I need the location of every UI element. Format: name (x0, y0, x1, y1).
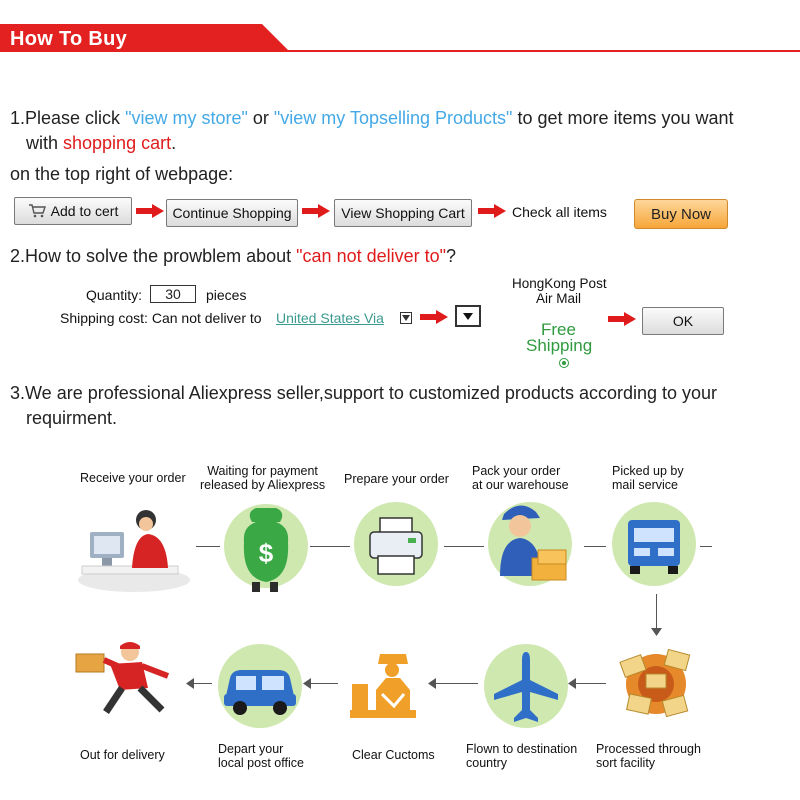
view-shopping-cart-button[interactable]: View Shopping Cart (334, 199, 472, 227)
flow-label-waiting (200, 464, 325, 492)
sort-facility-icon (608, 636, 704, 732)
step1-suffix: to get more items you want (512, 108, 734, 128)
step1-line2 (26, 133, 176, 154)
truck-icon (608, 498, 700, 590)
step2-line (10, 246, 456, 267)
flow-connector (196, 546, 220, 547)
free-label: Free (541, 320, 576, 339)
flow-label-receive: Receive your order (80, 471, 186, 485)
flow-label-processed (596, 742, 701, 770)
shipping-method-dropdown[interactable] (455, 305, 481, 327)
step2-prefix: 2.How to solve the prowblem about (10, 246, 297, 266)
page-title: How To Buy (10, 28, 128, 50)
step1-line1 (10, 108, 734, 129)
flow-label-waiting-1: Waiting for payment (207, 464, 318, 478)
flow-label-picked-2: mail service (612, 478, 678, 492)
flow-label-flown-2: country (466, 756, 507, 770)
flow-label-processed-1: Processed through (596, 742, 701, 756)
flow-connector (572, 683, 606, 684)
flow-label-depart-2: local post office (218, 756, 304, 770)
quantity-input[interactable]: 30 (150, 285, 196, 303)
flow-connector (432, 683, 478, 684)
arrow-icon (302, 204, 330, 218)
flow-connector (700, 546, 712, 547)
chevron-down-icon (463, 313, 473, 320)
flow-connector-vertical (656, 594, 657, 630)
shipping-via-link[interactable]: United States Via (276, 310, 384, 326)
arrow-left-icon (186, 678, 194, 689)
arrow-left-icon (568, 678, 576, 689)
step1-or: or (247, 108, 274, 128)
shipping-label: Shipping (526, 336, 593, 355)
arrow-icon (608, 312, 636, 326)
cart-icon (28, 204, 46, 218)
flow-label-waiting-2: released by Aliexpress (200, 478, 326, 492)
flow-label-prepare: Prepare your order (344, 472, 449, 486)
arrow-down-icon (651, 628, 662, 636)
step1-line2-prefix: with (26, 133, 64, 153)
flow-connector (444, 546, 484, 547)
shipping-cost-label: Shipping cost: Can not deliver to (60, 310, 262, 326)
flow-label-processed-2: sort facility (596, 756, 656, 770)
arrow-icon (478, 204, 506, 218)
hongkong-post-label: HongKong Post (512, 276, 607, 291)
flow-label-pack-1: Pack your order (472, 464, 561, 478)
arrow-left-icon (428, 678, 436, 689)
customs-officer-icon (346, 650, 430, 724)
shipping-dropdown[interactable] (400, 312, 412, 324)
shopping-cart-text: shopping cart (63, 133, 172, 153)
step1-line2-suffix: . (171, 133, 177, 153)
pieces-label: pieces (206, 287, 247, 303)
can-not-deliver-text: "can not deliver to" (296, 246, 447, 266)
airplane-icon (480, 638, 572, 734)
flow-label-flown (466, 742, 577, 770)
add-to-cart-button[interactable] (14, 197, 132, 225)
printer-icon (352, 498, 440, 588)
ok-button[interactable]: OK (642, 307, 724, 335)
flow-label-picked (612, 464, 684, 492)
chevron-down-icon (402, 315, 410, 321)
flow-connector (584, 546, 606, 547)
flow-label-picked-1: Picked up by (612, 464, 684, 478)
step1-line3: on the top right of webpage: (10, 164, 234, 184)
step3-line2: requirment. (26, 408, 118, 428)
delivery-runner-icon (70, 640, 190, 728)
buy-now-button[interactable]: Buy Now (634, 199, 728, 229)
arrow-icon (136, 204, 164, 218)
radio-dot (562, 361, 566, 365)
receive-order-icon (72, 502, 192, 594)
money-bag-icon (222, 498, 310, 594)
check-all-items-text: Check all items (512, 204, 607, 220)
step2-suffix: ? (446, 246, 457, 266)
flow-label-out: Out for delivery (80, 748, 165, 762)
air-mail-label: Air Mail (536, 291, 582, 306)
flow-label-flown-1: Flown to destination (466, 742, 578, 756)
continue-shopping-button[interactable]: Continue Shopping (166, 199, 298, 227)
add-to-cart-label: Add to cert (50, 203, 119, 219)
car-icon (214, 640, 306, 732)
view-my-store-link[interactable]: "view my store" (125, 108, 248, 128)
quantity-label: Quantity: (86, 287, 143, 303)
flow-label-clear: Clear Cuctoms (352, 748, 435, 762)
topselling-products-link[interactable]: "view my Topselling Products" (273, 108, 513, 128)
svg-text:$: $ (258, 538, 274, 568)
flow-label-depart (218, 742, 304, 770)
arrow-left-icon (303, 678, 311, 689)
arrow-icon (420, 310, 448, 324)
flow-label-pack (472, 464, 569, 492)
flow-connector (310, 546, 350, 547)
step3-line1: 3.We are professional Aliexpress seller,support to customized products according to your (10, 383, 718, 403)
free-shipping-radio[interactable] (559, 358, 569, 368)
flow-label-pack-2: at our warehouse (472, 478, 569, 492)
step1-prefix: 1.Please click (10, 108, 126, 128)
warehouse-worker-icon (486, 496, 582, 596)
flow-label-depart-1: Depart your (218, 742, 284, 756)
